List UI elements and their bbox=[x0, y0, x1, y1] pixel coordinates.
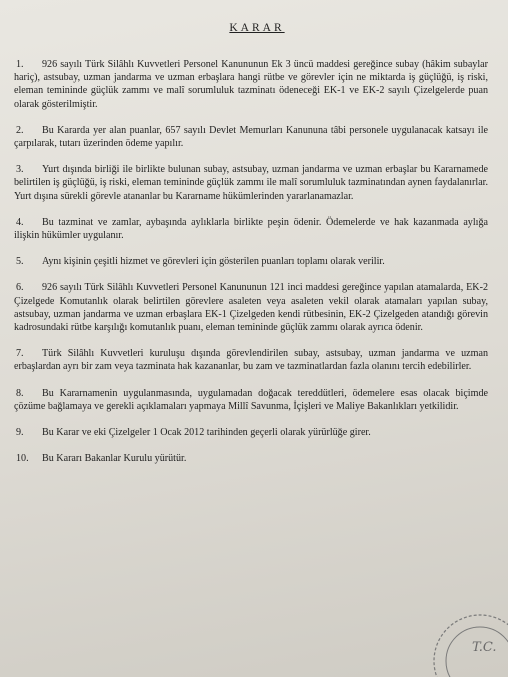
paragraph-text: Bu Kararnamenin uygulanmasında, uygulamadan doğacak tereddütleri, ödemelere esas olacak biçimde çözüme bağlamaya ve gerekli açıklamaları yapmaya Millî Savunma, İçişleri ve Maliye Bakanlıkları yetkilidir. bbox=[14, 387, 488, 412]
paragraph-10 bbox=[14, 452, 488, 465]
paragraph-text: Bu Kararda yer alan puanlar, 657 sayılı Devlet Memurları Kanununa tâbi personele uygulanacak katsayı ile çarpılarak, tutarı üzerinden ödeme yapılır. bbox=[14, 124, 488, 150]
paragraph-text: 926 sayılı Türk Silâhlı Kuvvetleri Personel Kanununun Ek 3 üncü maddesi gereğince subay (hâkim subaylar hariç), astsubay, uzman jandarma ve uzman erbaşlara hangi rütbe ve görevler için ne miktarda iş güçlüğü, iş riski, eleman temininde güçlük zammı ve malî sorumluluk tazminatı ödeneceği EK-1 ve EK-2 sayılı Çizelgelerde puan olarak gösterilmiştir. bbox=[14, 59, 488, 110]
paragraph-number: 8. bbox=[16, 387, 24, 399]
paragraph-number: 6. bbox=[16, 282, 24, 294]
paragraph-number: 5. bbox=[16, 256, 24, 268]
paragraph-7 bbox=[14, 347, 488, 373]
paragraph-number: 9. bbox=[16, 427, 24, 439]
seal-outer-ring bbox=[434, 615, 508, 677]
paragraph-text: Bu tazminat ve zamlar, aybaşında aylıklarla birlikte peşin ödenir. Ödemelerde ve hak kazanmada aylığa ilişkin hükümler uygulanır. bbox=[14, 216, 488, 242]
paragraph-number: 7. bbox=[16, 348, 24, 360]
paragraph-4 bbox=[14, 216, 488, 242]
paragraph-3 bbox=[14, 163, 488, 203]
paragraph-text: Yurt dışında birliği ile birlikte bulunan subay, astsubay, uzman jandarma ve uzman erbaşlar bu Kararnamede belirtilen iş güçlüğü, iş riski, eleman temininde güçlük zammı ile malî sorumluluk tazminatından aynen faydalanırlar. Yurt dışına sürekli görevle atananlar bu Kararname hükümlerinden yararlanamazlar. bbox=[14, 164, 489, 202]
paragraph-number: 10. bbox=[16, 453, 29, 465]
paragraph-8 bbox=[14, 387, 488, 413]
seal-text: T.C. bbox=[472, 640, 497, 655]
paragraph-list bbox=[14, 58, 488, 465]
paragraph-number: 4. bbox=[16, 216, 24, 228]
paragraph-1 bbox=[14, 58, 488, 111]
official-seal-icon bbox=[422, 603, 508, 677]
paragraph-5 bbox=[14, 255, 488, 268]
paragraph-text: Türk Silâhlı Kuvvetleri kuruluşu dışında görevlendirilen subay, astsubay, uzman jandarma ve uzman erbaşlardan ayrı bir zam veya tazminata hak kazananlar, bu zam ve tazminatlardan fazla olanını tercih edebilirler. bbox=[14, 348, 488, 373]
paragraph-text: 926 sayılı Türk Silâhlı Kuvvetleri Personel Kanununun 121 inci maddesi gereğince yapılan atamalarda, EK-2 Çizelgede Komutanlık olarak belirtilen görevlere asaleten veya asaleten vekil olarak atamaları yapılan subay, astsubay, uzman jandarma ve uzman erbaşlara EK-1 Çizelgeden kendi rütbesinin, EK-2 Çizelgeden atandığı görevin kadrosundaki rütbe karşılığı komutanlık puanı, eleman temininde güçlük zammı olarak ayrıca ödenir. bbox=[14, 282, 488, 334]
paragraph-number: 3. bbox=[16, 164, 24, 176]
paragraph-text: Aynı kişinin çeşitli hizmet ve görevleri için gösterilen puanları toplamı olarak verilir. bbox=[42, 256, 385, 268]
paragraph-text: Bu Kararı Bakanlar Kurulu yürütür. bbox=[42, 453, 187, 465]
paragraph-number: 2. bbox=[16, 124, 24, 136]
paragraph-2 bbox=[14, 124, 488, 150]
document-title: KARAR bbox=[229, 22, 285, 34]
paragraph-text: Bu Karar ve eki Çizelgeler 1 Ocak 2012 tarihinden geçerli olarak yürürlüğe girer. bbox=[42, 427, 371, 439]
paragraph-number: 1. bbox=[16, 59, 24, 70]
paragraph-9 bbox=[14, 426, 488, 439]
paragraph-6 bbox=[14, 281, 488, 334]
